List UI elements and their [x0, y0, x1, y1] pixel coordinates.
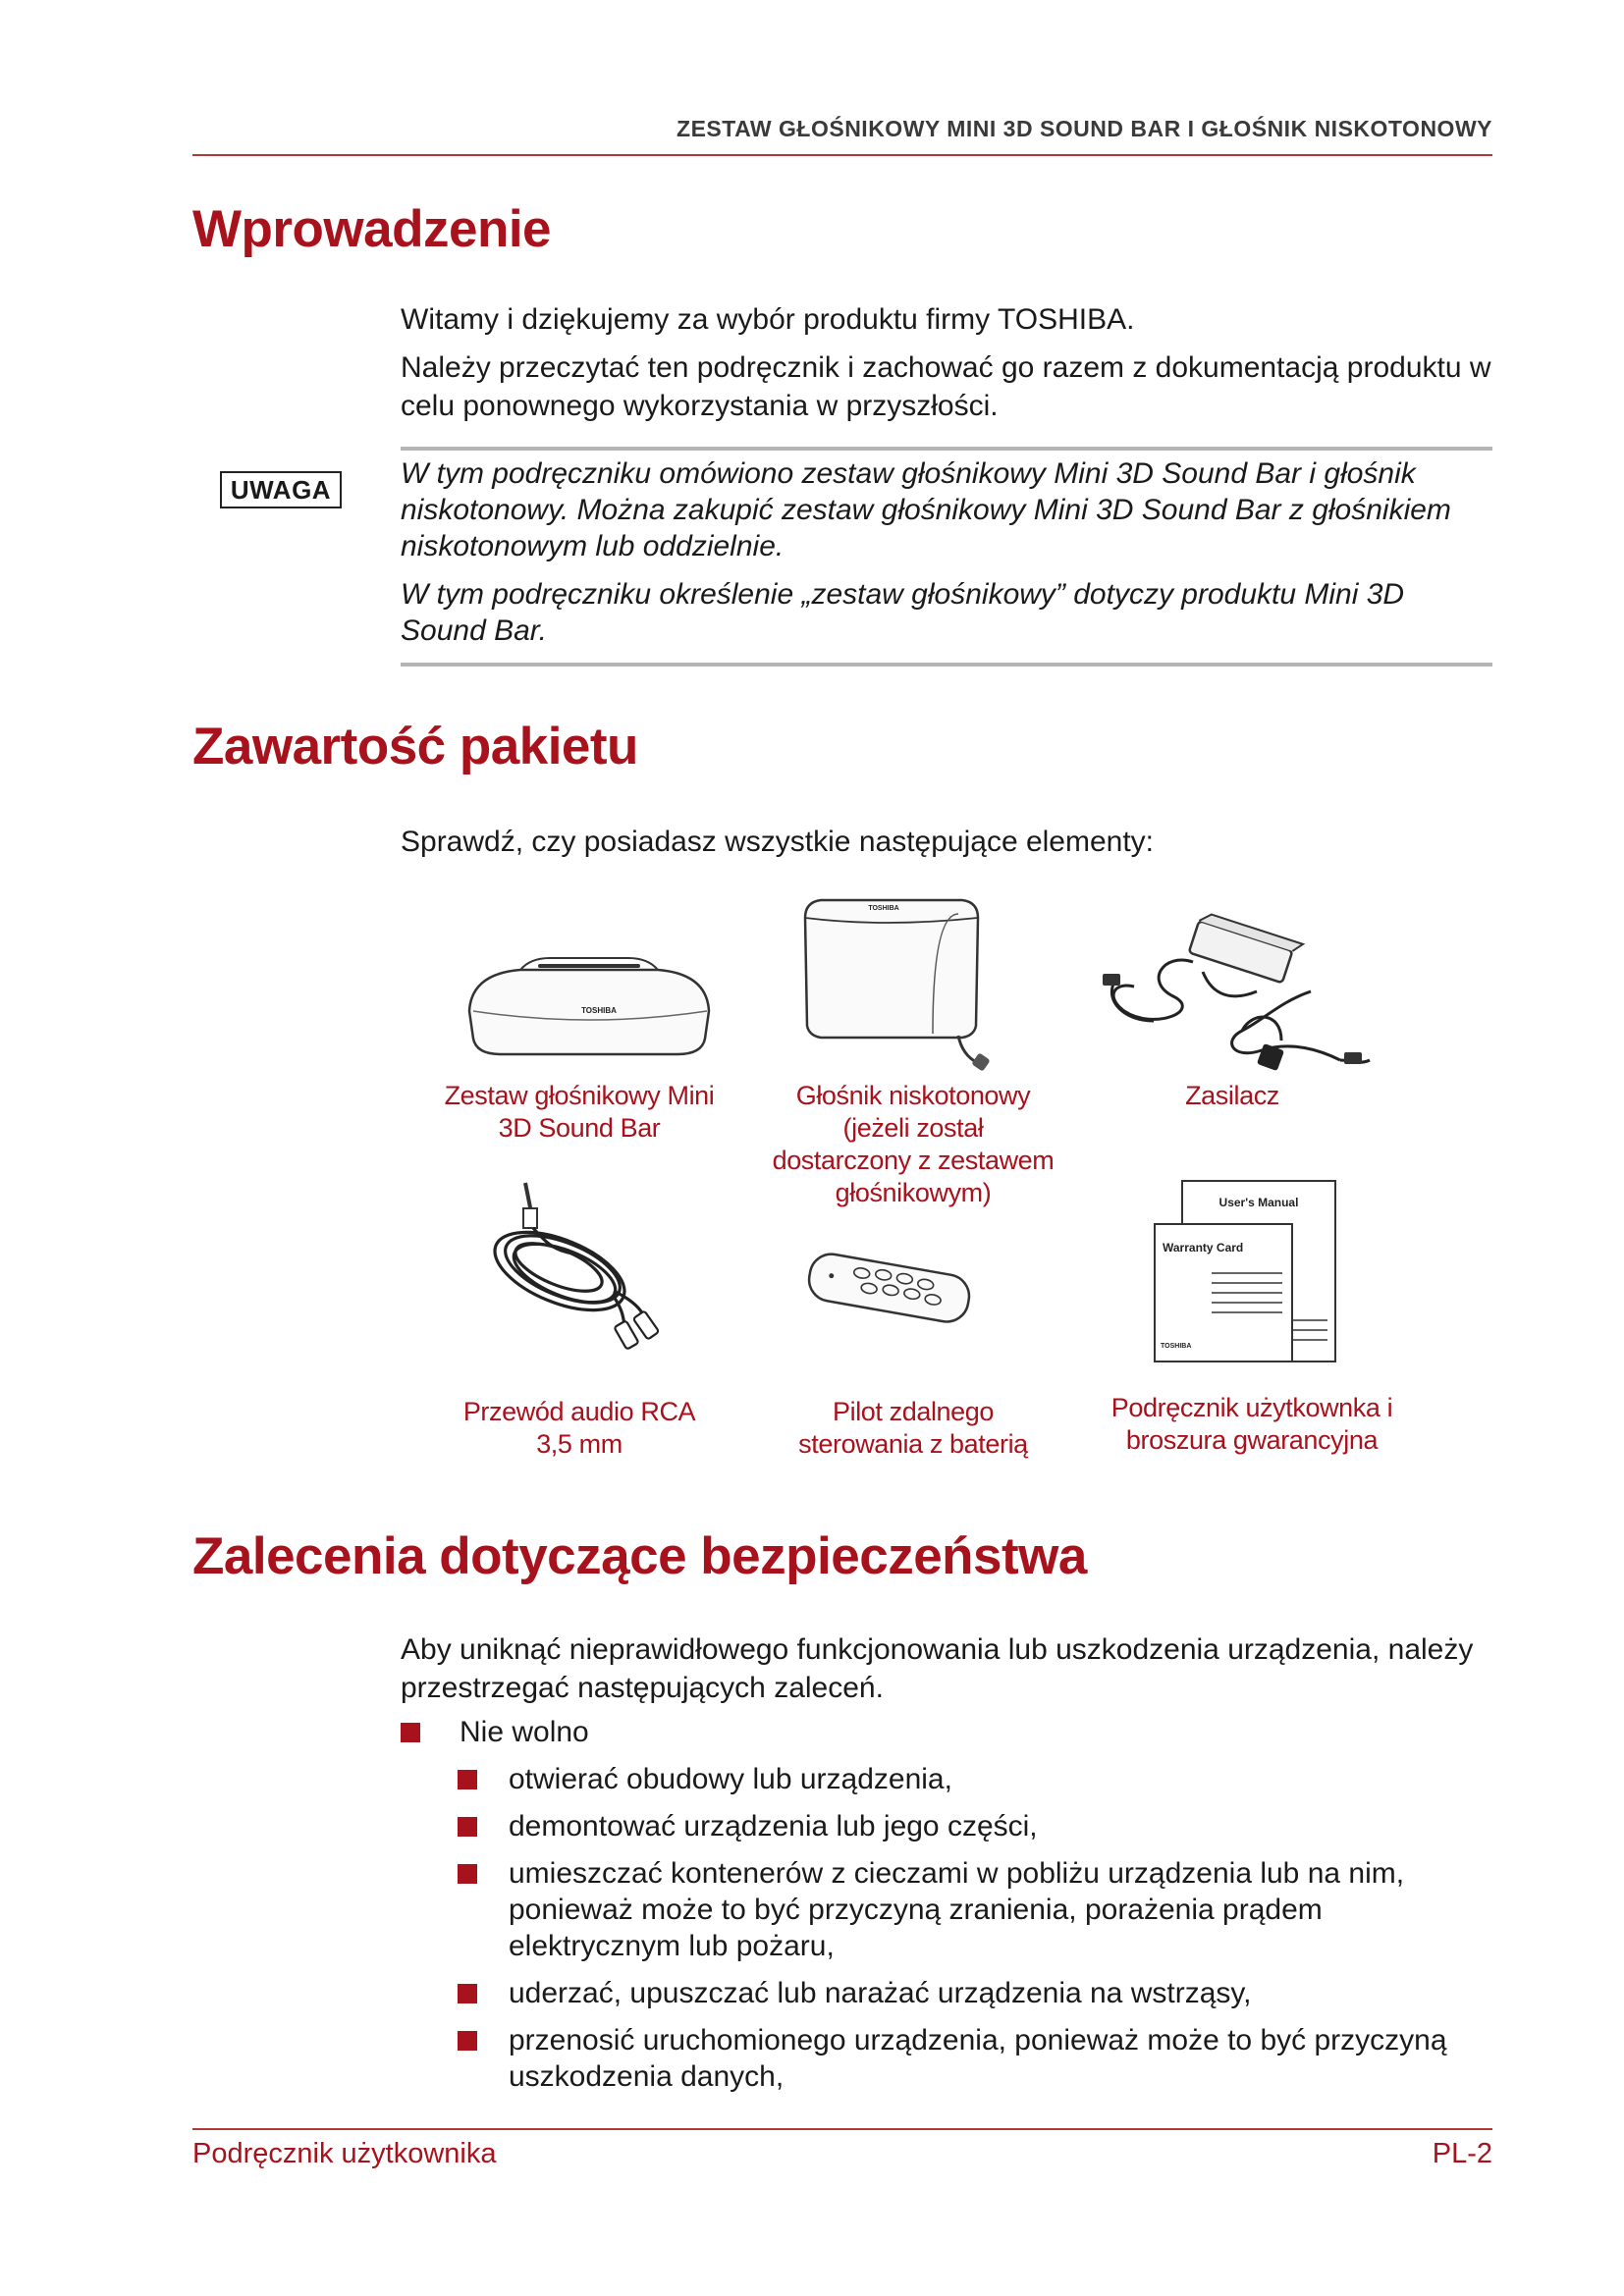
list-item-text: Nie wolno: [460, 1716, 589, 1748]
package-intro: Sprawdź, czy posiadasz wszystkie następujące elementy:: [401, 826, 1155, 858]
footer-rule: [192, 2128, 1492, 2130]
caption-power-adapter: Zasilacz: [1185, 1081, 1279, 1110]
caption-remote-control: Pilot zdalnego sterowania z baterią: [798, 1397, 1028, 1459]
list-item: [456, 1808, 1492, 1844]
list-item-text: demontować urządzenia lub jego części,: [509, 1810, 1038, 1842]
subwoofer-brand-text: TOSHIBA: [868, 905, 899, 912]
running-header: ZESTAW GŁOŚNIKOWY MINI 3D SOUND BAR I GŁOŚNIK NISKOTONOWY: [677, 116, 1492, 141]
note-top-rule: [401, 447, 1492, 451]
remote-control-icon: [800, 1247, 977, 1335]
manual-icon: [1149, 1173, 1345, 1369]
bullet-square: [458, 1770, 477, 1789]
subwoofer-icon: [785, 888, 1001, 1075]
note-label: UWAGA: [220, 471, 342, 508]
caption-manual: Podręcznik użytkownka i broszura gwarancyjna: [1110, 1393, 1393, 1455]
list-item: [456, 1975, 1492, 2011]
bullet-square: [458, 1817, 477, 1837]
footer-doc-title: Podręcznik użytkownika: [192, 2138, 497, 2169]
bullet-square: [458, 1864, 477, 1884]
note-text: [401, 455, 1492, 661]
bullet-square: [458, 1984, 477, 2003]
caption-rca-cable: Przewód audio RCA 3,5 mm: [462, 1397, 696, 1459]
page-number: PL-2: [1432, 2138, 1492, 2169]
heading-introduction: Wprowadzenie: [192, 200, 552, 258]
bullet-square: [401, 1723, 420, 1742]
intro-paragraph-1: Witamy i dziękujemy za wybór produktu firmy TOSHIBA.: [401, 303, 1135, 336]
header-rule: [192, 154, 1492, 156]
list-item-level1: [401, 1714, 1492, 1750]
intro-body: [401, 300, 1492, 435]
list-item: [456, 1855, 1492, 1964]
manual-brand-text: TOSHIBA: [1161, 1343, 1192, 1350]
note-bottom-rule: [401, 663, 1492, 667]
caption-sound-bar: Zestaw głośnikowy Mini 3D Sound Bar: [444, 1081, 715, 1143]
warranty-title-text: Warranty Card: [1163, 1241, 1244, 1255]
list-item: [456, 1761, 1492, 1797]
manual-title-text: User's Manual: [1218, 1196, 1299, 1209]
power-adapter-icon: [1085, 913, 1380, 1080]
safety-list: [401, 1714, 1492, 2106]
sublist: [401, 1761, 1492, 2095]
heading-package-contents: Zawartość pakietu: [192, 718, 638, 775]
caption-subwoofer: Głośnik niskotonowy (jeżeli został dostarczony z zestawem głośnikowym): [772, 1081, 1055, 1207]
list-item-text: uderzać, upuszczać lub narażać urządzenia na wstrząsy,: [509, 1977, 1252, 2009]
safety-intro: Aby uniknąć nieprawidłowego funkcjonowania lub uszkodzenia urządzenia, należy przestrzegać następujących zaleceń.: [401, 1633, 1474, 1704]
list-item-text: otwierać obudowy lub urządzenia,: [509, 1763, 952, 1795]
heading-safety: Zalecenia dotyczące bezpieczeństwa: [192, 1527, 1087, 1585]
bullet-square: [458, 2031, 477, 2051]
list-item: [456, 2022, 1492, 2095]
intro-paragraph-2: Należy przeczytać ten podręcznik i zachować go razem z dokumentacją produktu w celu ponownego wykorzystania w przyszłości.: [401, 351, 1491, 422]
note-paragraph-1: W tym podręczniku omówiono zestaw głośnikowy Mini 3D Sound Bar i głośnik niskotonowy. Można zakupić zestaw głośnikowy Mini 3D Sound Bar z głośnikiem niskotonowym lub oddzielnie.: [401, 457, 1451, 562]
sound-bar-icon: [461, 952, 717, 1060]
list-item-text: umieszczać kontenerów z cieczami w pobliżu urządzenia lub na nim, ponieważ może to być przyczyną zranienia, porażenia prądem elektrycznym lub pożaru,: [509, 1857, 1405, 1962]
list-item-text: przenosić uruchomionego urządzenia, ponieważ może to być przyczyną uszkodzenia danych,: [509, 2024, 1447, 2093]
rca-cable-icon: [476, 1173, 692, 1350]
sound-bar-brand-text: TOSHIBA: [581, 1006, 617, 1015]
note-paragraph-2: W tym podręczniku określenie „zestaw głośnikowy” dotyczy produktu Mini 3D Sound Bar.: [401, 578, 1405, 647]
